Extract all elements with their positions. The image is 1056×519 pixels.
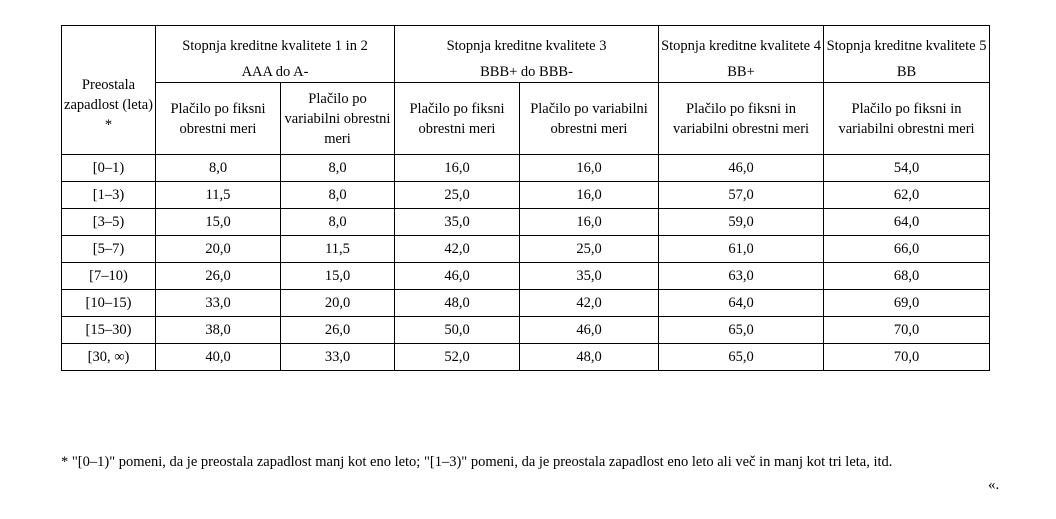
group-label: Stopnja kreditne kvalitete 3	[446, 38, 607, 54]
group-range: BB+	[727, 64, 755, 80]
value-cell: 62,0	[824, 182, 990, 209]
haircut-table	[61, 25, 990, 371]
group-range: AAA do A-	[241, 64, 309, 80]
value-cell: 61,0	[659, 236, 824, 263]
group-header-row	[62, 26, 990, 83]
maturity-cell: [30, ∞)	[62, 344, 156, 371]
subheader-fixed: Plačilo po fiksni obrestni meri	[156, 83, 281, 155]
maturity-cell: [5–7)	[62, 236, 156, 263]
value-cell: 26,0	[156, 263, 281, 290]
table-row	[62, 155, 990, 182]
table-row	[62, 317, 990, 344]
value-cell: 52,0	[395, 344, 520, 371]
subheader-variable: Plačilo po variabilni obrestni meri	[281, 83, 395, 155]
value-cell: 57,0	[659, 182, 824, 209]
group-label: Stopnja kreditne kvalitete 1 in 2	[182, 38, 368, 54]
value-cell: 26,0	[281, 317, 395, 344]
value-cell: 68,0	[824, 263, 990, 290]
value-cell: 48,0	[520, 344, 659, 371]
sub-header-row	[62, 83, 990, 155]
value-cell: 33,0	[156, 290, 281, 317]
group-range: BB	[896, 64, 917, 80]
value-cell: 65,0	[659, 344, 824, 371]
value-cell: 46,0	[520, 317, 659, 344]
row-header	[62, 26, 156, 155]
value-cell: 66,0	[824, 236, 990, 263]
value-cell: 20,0	[156, 236, 281, 263]
value-cell: 70,0	[824, 344, 990, 371]
value-cell: 20,0	[281, 290, 395, 317]
value-cell: 15,0	[156, 209, 281, 236]
value-cell: 16,0	[520, 182, 659, 209]
table-row	[62, 182, 990, 209]
maturity-cell: [15–30)	[62, 317, 156, 344]
table-row	[62, 236, 990, 263]
subheader-fixed: Plačilo po fiksni obrestni meri	[395, 83, 520, 155]
value-cell: 33,0	[281, 344, 395, 371]
value-cell: 70,0	[824, 317, 990, 344]
value-cell: 54,0	[824, 155, 990, 182]
table-row	[62, 263, 990, 290]
group-range: BBB+ do BBB-	[480, 64, 573, 80]
value-cell: 11,5	[156, 182, 281, 209]
value-cell: 48,0	[395, 290, 520, 317]
footnote: * "[0–1)" pomeni, da je preostala zapadlost manj kot eno leto; "[1–3)" pomeni, da je preostala zapadlost eno leto ali več in manj kot tri leta, itd.	[61, 454, 893, 470]
value-cell: 8,0	[281, 209, 395, 236]
value-cell: 50,0	[395, 317, 520, 344]
value-cell: 38,0	[156, 317, 281, 344]
value-cell: 42,0	[520, 290, 659, 317]
group-label: Stopnja kreditne kvalitete 5	[826, 38, 987, 54]
value-cell: 25,0	[395, 182, 520, 209]
value-cell: 69,0	[824, 290, 990, 317]
value-cell: 16,0	[520, 155, 659, 182]
value-cell: 11,5	[281, 236, 395, 263]
closing-quote-mark: «.	[988, 477, 1000, 493]
row-header-label: Preostala zapadlost (leta) *	[64, 77, 153, 133]
group-header-cq5	[824, 26, 990, 83]
value-cell: 25,0	[520, 236, 659, 263]
value-cell: 35,0	[520, 263, 659, 290]
table-body	[62, 155, 990, 371]
group-header-cq1-2	[156, 26, 395, 83]
value-cell: 42,0	[395, 236, 520, 263]
value-cell: 8,0	[156, 155, 281, 182]
table-row	[62, 344, 990, 371]
subheader-variable: Plačilo po variabilni obrestni meri	[520, 83, 659, 155]
maturity-cell: [10–15)	[62, 290, 156, 317]
maturity-cell: [7–10)	[62, 263, 156, 290]
value-cell: 65,0	[659, 317, 824, 344]
group-label: Stopnja kreditne kvalitete 4	[661, 38, 821, 54]
value-cell: 16,0	[395, 155, 520, 182]
value-cell: 64,0	[824, 209, 990, 236]
maturity-cell: [1–3)	[62, 182, 156, 209]
value-cell: 59,0	[659, 209, 824, 236]
table-row	[62, 209, 990, 236]
maturity-cell: [3–5)	[62, 209, 156, 236]
maturity-cell: [0–1)	[62, 155, 156, 182]
table-row	[62, 290, 990, 317]
value-cell: 16,0	[520, 209, 659, 236]
group-header-cq4	[659, 26, 824, 83]
value-cell: 63,0	[659, 263, 824, 290]
value-cell: 15,0	[281, 263, 395, 290]
value-cell: 46,0	[659, 155, 824, 182]
group-header-cq3	[395, 26, 659, 83]
value-cell: 8,0	[281, 155, 395, 182]
subheader-fixed-variable: Plačilo po fiksni in variabilni obrestni meri	[824, 83, 990, 155]
value-cell: 64,0	[659, 290, 824, 317]
value-cell: 8,0	[281, 182, 395, 209]
value-cell: 40,0	[156, 344, 281, 371]
value-cell: 35,0	[395, 209, 520, 236]
value-cell: 46,0	[395, 263, 520, 290]
subheader-fixed-variable: Plačilo po fiksni in variabilni obrestni meri	[659, 83, 824, 155]
